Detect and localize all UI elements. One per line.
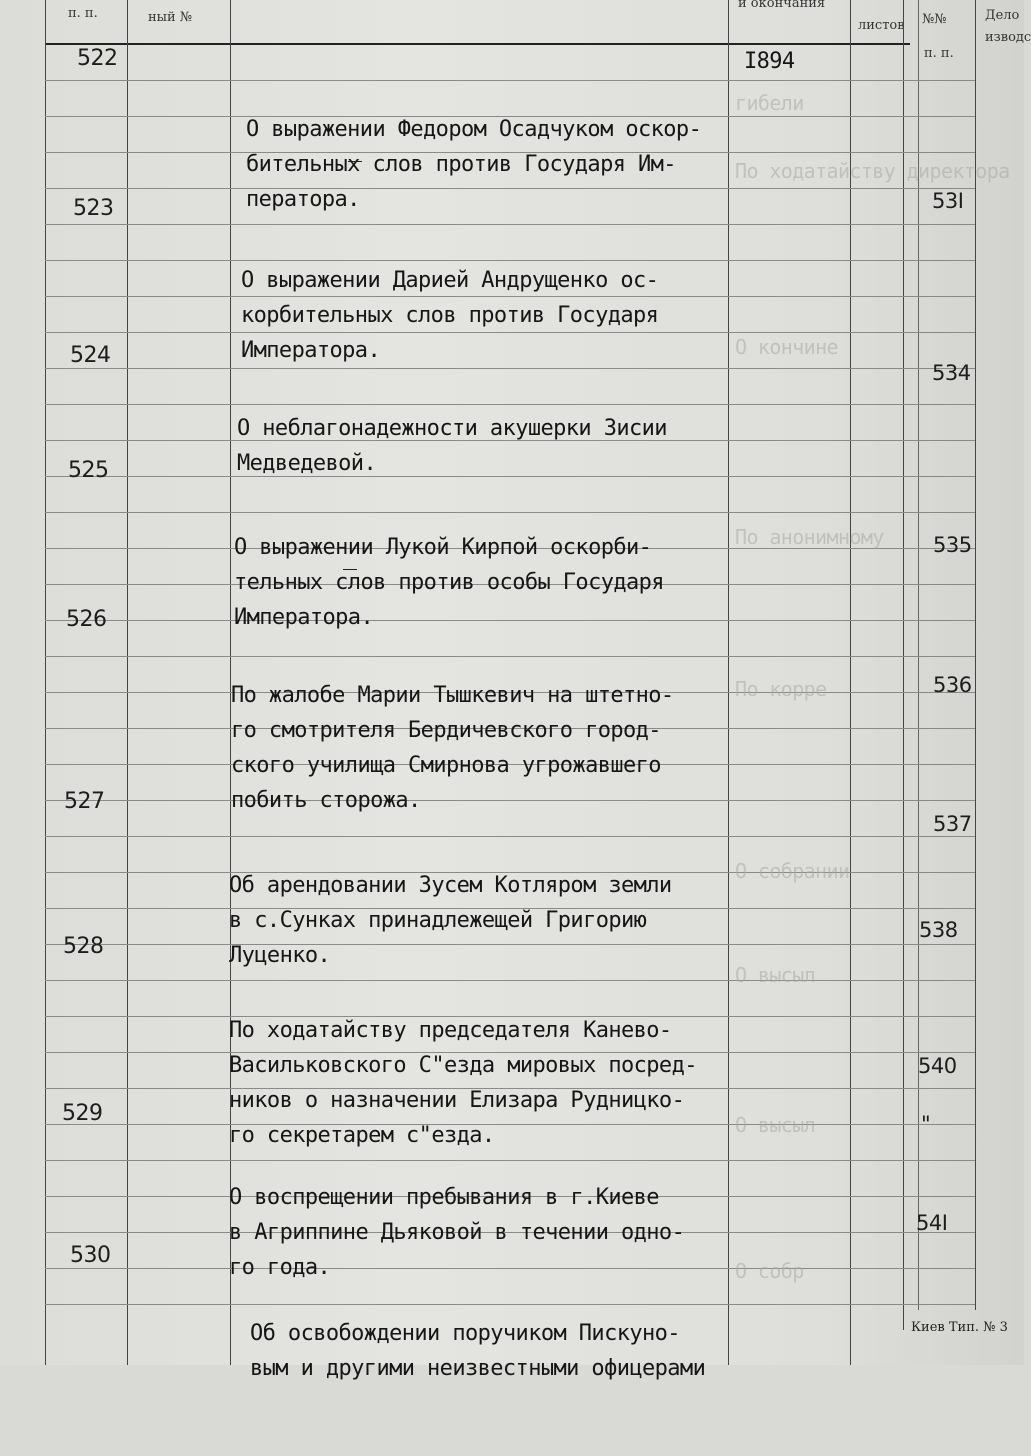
column-rule bbox=[903, 0, 904, 1330]
ref-number: 538 bbox=[919, 918, 958, 942]
column-rule bbox=[975, 0, 976, 1310]
dash-mark bbox=[343, 569, 357, 570]
entry-number: 529 bbox=[62, 1101, 103, 1126]
show-through-text: По ходатайству директора bbox=[735, 159, 1010, 183]
header-col-pp: п. п. bbox=[68, 6, 98, 21]
entry-year: I894 bbox=[744, 49, 795, 74]
ref-number: 536 bbox=[933, 673, 972, 697]
entry-description: О выражении Федором Осадчуком оскор- бительных слов против Государя Им- ператора. bbox=[246, 117, 702, 212]
entry-description: Об арендовании Зусем Котляром земли в с.Сунках принадлежещей Григорию Луценко. bbox=[229, 873, 672, 968]
entry-description: О выражении Лукой Кирпой оскорби- тельных слов против особы Государя Императора. bbox=[234, 535, 664, 630]
ref-number: 53I bbox=[932, 189, 964, 213]
entry-number: 525 bbox=[68, 458, 109, 483]
ref-number: 537 bbox=[933, 812, 972, 836]
header-right-pp: п. п. bbox=[924, 46, 954, 61]
header-right-delo: Дело bbox=[985, 8, 1020, 23]
entry-number: 530 bbox=[70, 1243, 111, 1268]
show-through-text: гибели bbox=[735, 91, 804, 115]
header-col-nomer: ный № bbox=[148, 10, 193, 25]
dash-mark bbox=[348, 161, 362, 162]
header-col-listov: листов bbox=[858, 18, 905, 33]
show-through-text: По анонимному bbox=[735, 525, 884, 549]
entry-description: По жалобе Марии Тышкевич на штетно- го смотрителя Бердичевского город- ского училища Смирнова угрожавшего побить сторожа. bbox=[231, 683, 674, 813]
header-col-okonchaniya: и окончания bbox=[738, 0, 826, 11]
ref-number: 54I bbox=[916, 1211, 948, 1235]
ref-number: 540 bbox=[918, 1054, 957, 1078]
column-rule bbox=[918, 0, 919, 1310]
ref-number: " bbox=[921, 1112, 931, 1136]
show-through-text: О собр bbox=[735, 1259, 804, 1283]
show-through-text: О высыл bbox=[735, 1113, 816, 1137]
entry-number: 528 bbox=[63, 934, 104, 959]
printer-imprint: Киев Тип. № 3 bbox=[911, 1320, 1008, 1335]
entry-number: 527 bbox=[64, 789, 105, 814]
header-right-izvod: изводс bbox=[985, 30, 1031, 45]
entry-description: О воспрещении пребывания в г.Киеве в Агриппине Дьяковой в течении одно- го года. bbox=[229, 1185, 685, 1280]
ref-number: 535 bbox=[933, 533, 972, 557]
entry-number: 524 bbox=[70, 343, 111, 368]
entry-number: 522 bbox=[77, 46, 118, 71]
entry-number: 526 bbox=[66, 607, 107, 632]
entry-description: О неблагонадежности акушерки Зисии Медведевой. bbox=[237, 416, 667, 476]
show-through-text: О высыл bbox=[735, 963, 816, 987]
show-through-text: О кончине bbox=[735, 335, 838, 359]
entry-description: Об освобождении поручиком Пискуно- вым и другими неизвестными офицерами bbox=[250, 1321, 706, 1381]
show-through-text: По корре bbox=[735, 677, 827, 701]
entry-number: 523 bbox=[73, 196, 114, 221]
ref-number: 534 bbox=[932, 361, 971, 385]
entry-description: О выражении Дарией Андрущенко ос- корбительных слов против Государя Императора. bbox=[241, 268, 659, 363]
show-through-text: О собрании bbox=[735, 859, 850, 883]
header-right-nn: №№ bbox=[922, 12, 947, 27]
entry-description: По ходатайству председателя Канево- Васильковского С"езда мировых посред- ников о назначении Елизара Рудницко- го секретарем с"езда. bbox=[229, 1018, 697, 1148]
